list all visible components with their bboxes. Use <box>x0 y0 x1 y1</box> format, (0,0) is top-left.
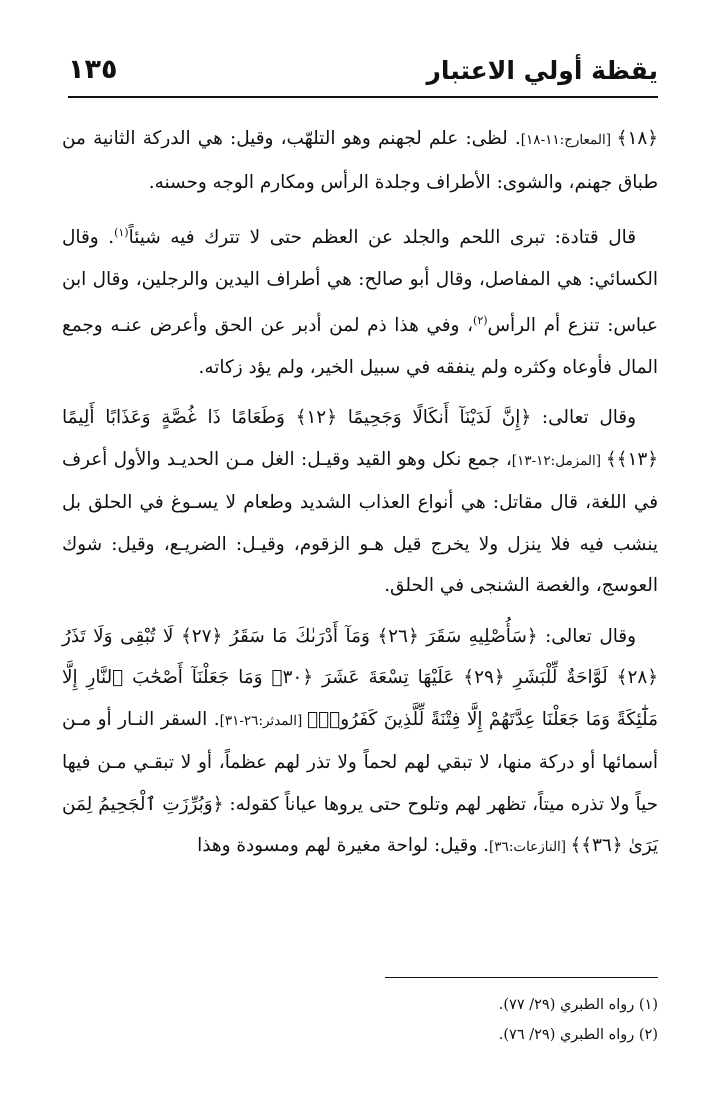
commentary-text: . السقر النـار أو مـن أسمائها أو دركة منها، لا تبقي لهم لحماً ولا تذر لهم عظماً، أو لا تبقـي مـن فيها حياً ولا تذره ميتاً، تظهر لهم وتلوح حتى يروها عياناً كقوله: <box>62 708 658 815</box>
commentary-text: . وقال الكسائي: هي المفاصل، وقال أبو صالح: هي أطراف اليدين والرجلين، وقال ابن عباس: تنزع أم الرأس <box>62 227 658 337</box>
commentary-text: قال قتادة: تبرى اللحم والجلد عن العظم حتى لا تترك فيه شيئاً <box>128 227 636 249</box>
verse-reference: [المعارج:١١-١٨] <box>520 132 617 148</box>
commentary-text: . لظى: علم لجهنم وهو التلهّب، وقيل: هي الدركة الثانية من طباق جهنم، والشوى: الأطراف وجلدة الرأس ومكارم الوجه وحسنه. <box>62 128 658 193</box>
paragraph-4 <box>62 616 658 869</box>
paragraph-2 <box>62 212 658 388</box>
verse-reference: [النازعات:٣٦] <box>489 839 571 856</box>
quran-verse: ﴿وَبُرِّزَتِ ٱلْجَحِيمُ لِمَن يَرَىٰ ﴿٣٦﴾﴾ <box>62 793 658 857</box>
verse-reference: [المزمل:١٢-١٣] <box>511 452 606 469</box>
page-header <box>68 50 658 94</box>
quran-verse: ﴿سَأُصْلِيهِ سَقَرَ ﴿٢٦﴾ وَمَآ أَدْرَىٰكَ مَا سَقَرُ ﴿٢٧﴾ لَا تُبْقِى وَلَا تَذَرُ ﴿٢٨﴾ لَوَّاحَةٌ لِّلْبَشَرِ ﴿٢٩﴾ عَلَيْهَا تِسْعَةَ عَشَرَ ﴿٣٠﴾ وَمَا جَعَلْنَآ أَصْحَٰبَ ٱلنَّارِ إِلَّا مَلَٰٓئِكَةً وَمَا جَعَلْنَا عِدَّتَهُمْ إِلَّا فِتْنَةً لِّلَّذِينَ كَفَرُوا۟﴾ <box>62 625 658 730</box>
main-text <box>62 118 658 878</box>
footnote-1: (١) رواه الطبري (٢٩/ ٧٧). <box>498 997 658 1013</box>
commentary-text: . وقيل: لواحة مغيرة لهم ومسودة وهذا <box>197 835 490 857</box>
header-divider <box>68 96 658 98</box>
footnote-2: (٢) رواه الطبري (٢٩/ ٧٦). <box>498 1027 658 1043</box>
footnote-divider <box>385 977 658 978</box>
commentary-text: ، جمع نكل وهو القيد وقيـل: الغل مـن الحديـد والأول أعرف في اللغة، قال مقاتل: هي أنواع العذاب الشديد وطعام لا يسـوغ في الحلق بل ينشب فيه فلا ينزل ولا يخرج قيل هـو الزقوم، وقيـل: الضريـع، وقيل: شوك العوسج، والغصة الشنجى في الحلق. <box>62 448 658 597</box>
quran-verse: ﴿إِنَّ لَدَيْنَآ أَنكَالًا وَجَحِيمًا ﴿١٢﴾ وَطَعَامًا ذَا غُصَّةٍ وَعَذَابًا أَلِيمًا ﴿١٣﴾﴾ <box>62 407 658 470</box>
commentary-text: ، وفي هذا ذم لمن أدبر عن الحق وأعرض عنـه وجمع المال فأوعاه وكثره ولم ينفقه في سبيل الخير، ولم يؤد زكاته. <box>62 315 658 378</box>
footnotes <box>62 990 658 1050</box>
paragraph-1 <box>62 118 658 203</box>
commentary-text: وقال تعالى: <box>531 407 636 429</box>
quran-verse-marker: ﴿١٨﴾ <box>616 128 658 149</box>
page-number: ١٣٥ <box>68 54 118 85</box>
verse-reference: [المدثر:٢٦-٣١] <box>219 712 308 729</box>
footnote-ref-2: (٢) <box>473 314 488 328</box>
commentary-text: وقال تعالى: <box>537 625 636 647</box>
footnote-ref-1: (١) <box>114 226 129 239</box>
paragraph-3 <box>62 397 658 607</box>
running-title: يقظة أولي الاعتبار <box>426 56 658 85</box>
